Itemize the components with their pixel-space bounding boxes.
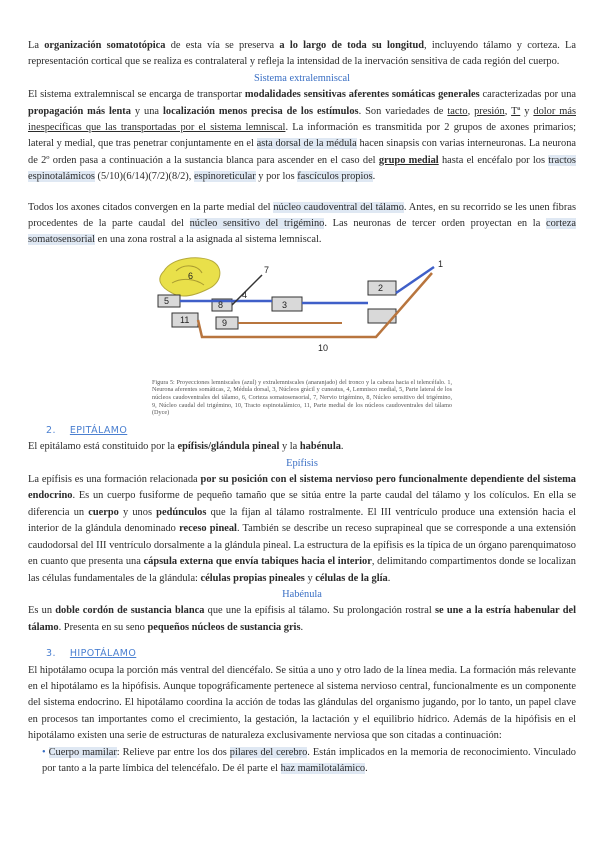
text: El sistema extralemniscal se encarga de transportar: [28, 89, 245, 101]
pathway-figure: [142, 253, 462, 377]
paragraph-hipotalamo: El hipotálamo ocupa la porción más ventral del diencéfalo. Se sitúa a uno y otro lado de la línea media. La formación más relevante en el hipotálamo es la hipófisis. Aunque topográficamente pertenece al sistema nervioso central, funcionalmente es un componente del sistema endocrino. El hipotálamo coordina la acción de todas las glándulas del organismo jugando, por lo tanto, un papel clave en procesos tan importantes como el crecimiento, la gestación, la lactación y el equilibrio hídrico. Además de la hipófisis en el hipotálamo existen una serie de estructuras de naturaleza exclusivamente nerviosa que son citadas a continuación:: [28, 664, 576, 742]
text: , delimitando compartimentos donde se localizan las células fundamentales de la glándula:: [28, 556, 576, 584]
section-number: 2.: [46, 424, 56, 436]
text-bold: cápsula externa que envía tabiques hacia el interior: [143, 556, 372, 568]
text-underline: dolor más inespecíficas que las transportadas por el sistema lemniscal: [28, 105, 576, 134]
text-bold: receso pineal: [179, 523, 237, 535]
text: hasta el encéfalo por los: [438, 154, 549, 166]
figure-label: 9: [222, 317, 228, 328]
section-title: HIPOTÁLAMO: [69, 648, 137, 660]
figure-label: 1: [438, 258, 444, 269]
figure-label: 5: [164, 295, 170, 306]
bullet-icon: •: [42, 746, 46, 758]
text: . Las neuronas de tercer orden proyectan en la: [324, 218, 546, 230]
figure-label: 7: [264, 264, 270, 275]
text-bold: células propias pineales: [200, 572, 305, 584]
text: .: [340, 441, 344, 453]
figure-label: 3: [282, 299, 288, 310]
paragraph-extralemniscal: [28, 87, 576, 185]
text: (5/10)(6/14)(7/2)(8/2),: [94, 171, 194, 183]
text-highlight: haz mamilotalámico: [280, 762, 366, 774]
text: y: [304, 572, 316, 584]
text-highlight: fascículos propios: [297, 171, 373, 183]
text: ,: [504, 105, 512, 117]
text-bold-underline: grupo medial: [378, 154, 439, 166]
figure-label: 11: [180, 314, 190, 325]
box-2b: [368, 309, 396, 323]
text: Es un: [28, 605, 56, 617]
list-item-cuerpo-mamilar: [42, 745, 576, 778]
section-heading-hipotalamo: [46, 646, 576, 662]
text-underline: Tª: [511, 105, 521, 117]
paragraph-habenula: [28, 603, 576, 636]
figure-label: 10: [318, 342, 329, 353]
text-highlight: tractos espinotalámicos: [28, 154, 576, 183]
text: . Están implicados en la memoria de reconocimiento. Vinculado por tanto a la parte límbica del telencéfalo. De él parte el: [42, 746, 576, 774]
text: .: [300, 621, 304, 633]
figure-label: 2: [378, 282, 384, 293]
text: y la: [279, 441, 300, 453]
heading-epifisis: Epífisis: [286, 457, 318, 469]
text-bold: localización menos precisa de los estímulos: [162, 105, 359, 117]
paragraph-axons: [28, 200, 576, 249]
text-bold: células de la glía: [315, 572, 388, 584]
text-highlight: asta dorsal de la médula: [256, 138, 357, 150]
text-bold: doble cordón de sustancia blanca: [55, 605, 205, 617]
pathway-diagram: [142, 253, 462, 377]
text: y una: [130, 105, 163, 117]
text-highlight: núcleo sensitivo del trigémino: [189, 218, 325, 230]
lemniscal-path: [396, 267, 434, 293]
document-page: [28, 38, 576, 777]
text: que la fijan al tálamo rostralmente. El III ventrículo produce una extensión hacia el interior de la glándula denominado: [28, 506, 576, 535]
text-highlight: Cuerpo mamilar: [48, 746, 117, 758]
text: . Es un cuerpo fusiforme de pequeño tamaño que se sitúa entre la parte caudal del tálamo y los colículos. En ella se diferencia un: [28, 490, 576, 518]
text: de esta vía se preserva: [165, 40, 280, 51]
text: . También se describe un receso suprapineal que se corresponde a una extensión caudodorsal del III ventrículo dorsalmente a la glándula pineal. La estructura de la epífisis es la típica de un órgano parenquimatoso en cuanto que presenta una: [28, 523, 576, 568]
text: , incluyendo tálamo y corteza. La representación cortical que se realiza es contralateral y refleja la intensidad de la inervación sensitiva de cada región del cuerpo.: [28, 40, 576, 68]
figure-caption: Figura 5: Proyecciones lemniscales (azul) y extralemniscales (anaranjado) del tronco y la cabeza hacia el telencéfalo. 1, Neurona aferentes somáticas, 2, Médula dorsal, 3, Núcleos grácil y cuneatus, 4, Lemnisco medial, 5, Parte lateral de los núcleos caudoventrales del tálamo, 6, Corteza somatosensorial, 7, Nervio trigémino, 8, Núcleo sensitivo del trigémino, 9, Núcleo caudal del trigémino, 10, Tracto espinotalámico, 11, Parte medial de los núcleos caudoventrales del tálamo (Dyce): [152, 378, 452, 417]
text: . Presenta en su seno: [58, 621, 148, 633]
text: ,: [467, 105, 475, 117]
text: que une la epífisis al tálamo. Su prolongación rostral: [204, 605, 435, 617]
text-bold: cuerpo: [88, 506, 119, 518]
text: .: [372, 171, 376, 183]
text-bold: a lo largo de toda su longitud: [279, 40, 425, 51]
heading-habenula: Habénula: [282, 588, 322, 600]
text-bold: pequeños núcleos de sustancia gris: [147, 621, 301, 633]
text-underline: tacto: [447, 105, 468, 117]
text: y unos: [118, 506, 157, 518]
figure-label: 6: [188, 270, 194, 281]
text: y por los: [255, 171, 298, 183]
text: La: [28, 40, 45, 51]
text-bold: epífisis/glándula pineal: [177, 441, 280, 453]
text: caracterizadas por una: [479, 89, 576, 101]
text-bold: organización somatotópica: [44, 40, 166, 51]
text: El epitálamo está constituido por la: [28, 441, 178, 453]
text: . Antes, en su recorrido se les unen fibras procedentes de la parte caudal del: [28, 201, 576, 230]
text-bold: propagación más lenta: [28, 105, 131, 117]
figure-label: 4: [242, 289, 248, 300]
text: Todos los axones citados convergen en la parte medial del: [28, 201, 274, 213]
text: en una zona rostral a la asignada al sistema lemniscal.: [94, 234, 322, 246]
text: . La información es transmitida por 2 grupos de axones primarios; lateral y medial, que tras penetrar conjuntamente en el: [28, 122, 577, 150]
heading-extralemniscal: Sistema extralemniscal: [253, 72, 351, 84]
text-underline: presión: [474, 105, 505, 117]
text: La epífisis es una formación relacionada: [28, 474, 201, 486]
text: : Relieve par entre los dos: [116, 746, 230, 758]
paragraph-epifisis: [28, 472, 576, 587]
paragraph-epitalamo: [28, 439, 576, 455]
section-title: EPITÁLAMO: [69, 424, 128, 436]
text: .: [365, 762, 368, 774]
text-bold: por su posición con el sistema nervioso pero funcionalmente dependiente del sistema endocrino: [28, 474, 576, 502]
text-bold: se une a la estría habenular del tálamo: [28, 605, 576, 633]
text: y: [520, 105, 534, 117]
text-bold: modalidades sensitivas aferentes somáticas generales: [244, 89, 480, 101]
text-highlight: pilares del cerebro: [229, 746, 308, 758]
text: hacen sinapsis con varias interneuronas. La neurona de 2º orden pasa a continuación a la sustancia blanca para ascender en el caso del: [28, 138, 577, 166]
section-number: 3.: [46, 648, 56, 660]
text-highlight: espinoreticular: [193, 171, 256, 183]
paragraph-somatotopic: [28, 38, 576, 71]
text-bold: pedúnculos: [156, 506, 207, 518]
text: .: [387, 572, 391, 584]
section-heading-epitalamo: [46, 423, 576, 439]
text-highlight: núcleo caudoventral del tálamo: [273, 201, 404, 213]
text: . Son variedades de: [358, 105, 448, 117]
figure-label: 8: [218, 299, 224, 310]
text-bold: habénula: [299, 441, 341, 453]
text-highlight: corteza somatosensorial: [28, 218, 576, 246]
